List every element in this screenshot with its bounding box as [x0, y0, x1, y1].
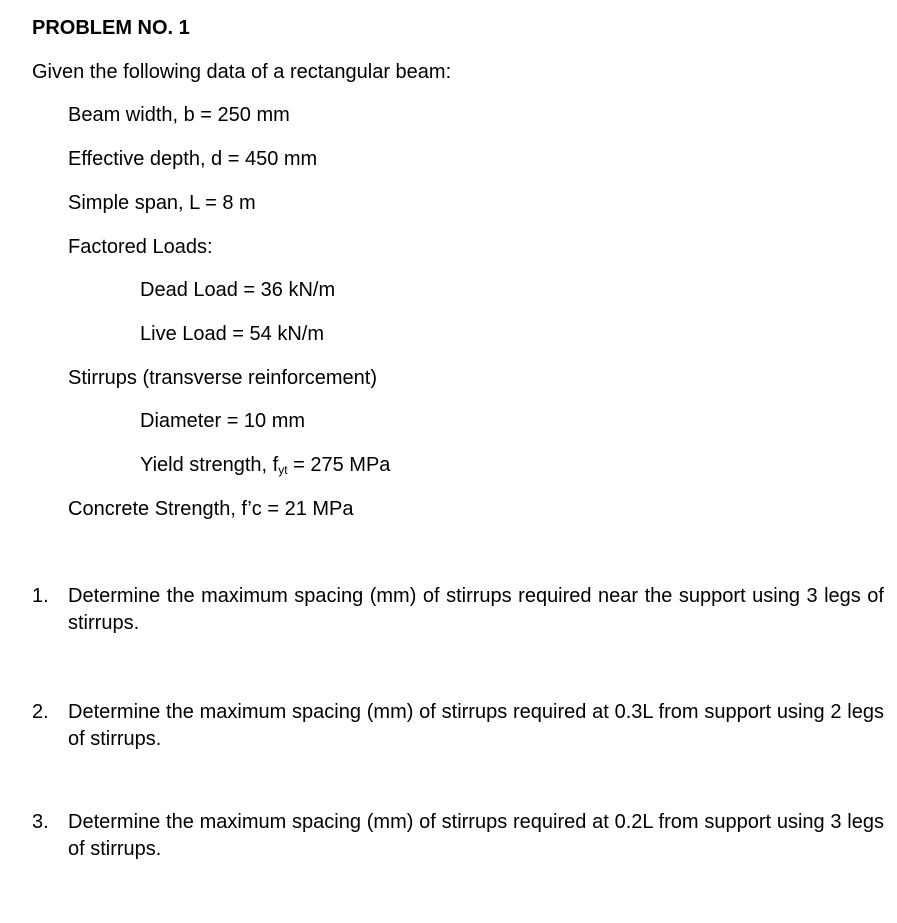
yield-strength: [140, 453, 390, 477]
concrete-strength: Concrete Strength, f’c = 21 MPa: [68, 498, 354, 520]
question-number: 1.: [32, 585, 49, 607]
yield-strength-prefix: Yield strength, f: [140, 454, 279, 476]
live-load: Live Load = 54 kN/m: [140, 323, 324, 345]
yield-strength-value: = 275 MPa: [287, 454, 391, 476]
factored-loads-heading: Factored Loads:: [68, 236, 213, 258]
question-item: [32, 699, 884, 753]
question-item: [32, 809, 884, 863]
question-text: Determine the maximum spacing (mm) of stirrups required at 0.3L from support using 2 legs of stirrups.: [68, 701, 884, 750]
stirrups-heading: Stirrups (transverse reinforcement): [68, 367, 377, 389]
dead-load: Dead Load = 36 kN/m: [140, 279, 336, 301]
question-item: [32, 583, 884, 637]
question-number: 2.: [32, 701, 49, 723]
question-number: 3.: [32, 811, 49, 833]
beam-width: Beam width, b = 250 mm: [68, 104, 290, 126]
question-text: Determine the maximum spacing (mm) of stirrups required near the support using 3 legs of stirrups.: [68, 585, 884, 634]
question-text: Determine the maximum spacing (mm) of stirrups required at 0.2L from support using 3 legs of stirrups.: [68, 811, 884, 860]
problem-title: PROBLEM NO. 1: [32, 17, 190, 39]
yield-strength-subscript: yt: [278, 463, 288, 477]
effective-depth: Effective depth, d = 450 mm: [68, 148, 318, 170]
simple-span: Simple span, L = 8 m: [68, 192, 256, 214]
intro-text: Given the following data of a rectangular beam:: [32, 61, 452, 83]
stirrup-diameter: Diameter = 10 mm: [140, 410, 306, 432]
